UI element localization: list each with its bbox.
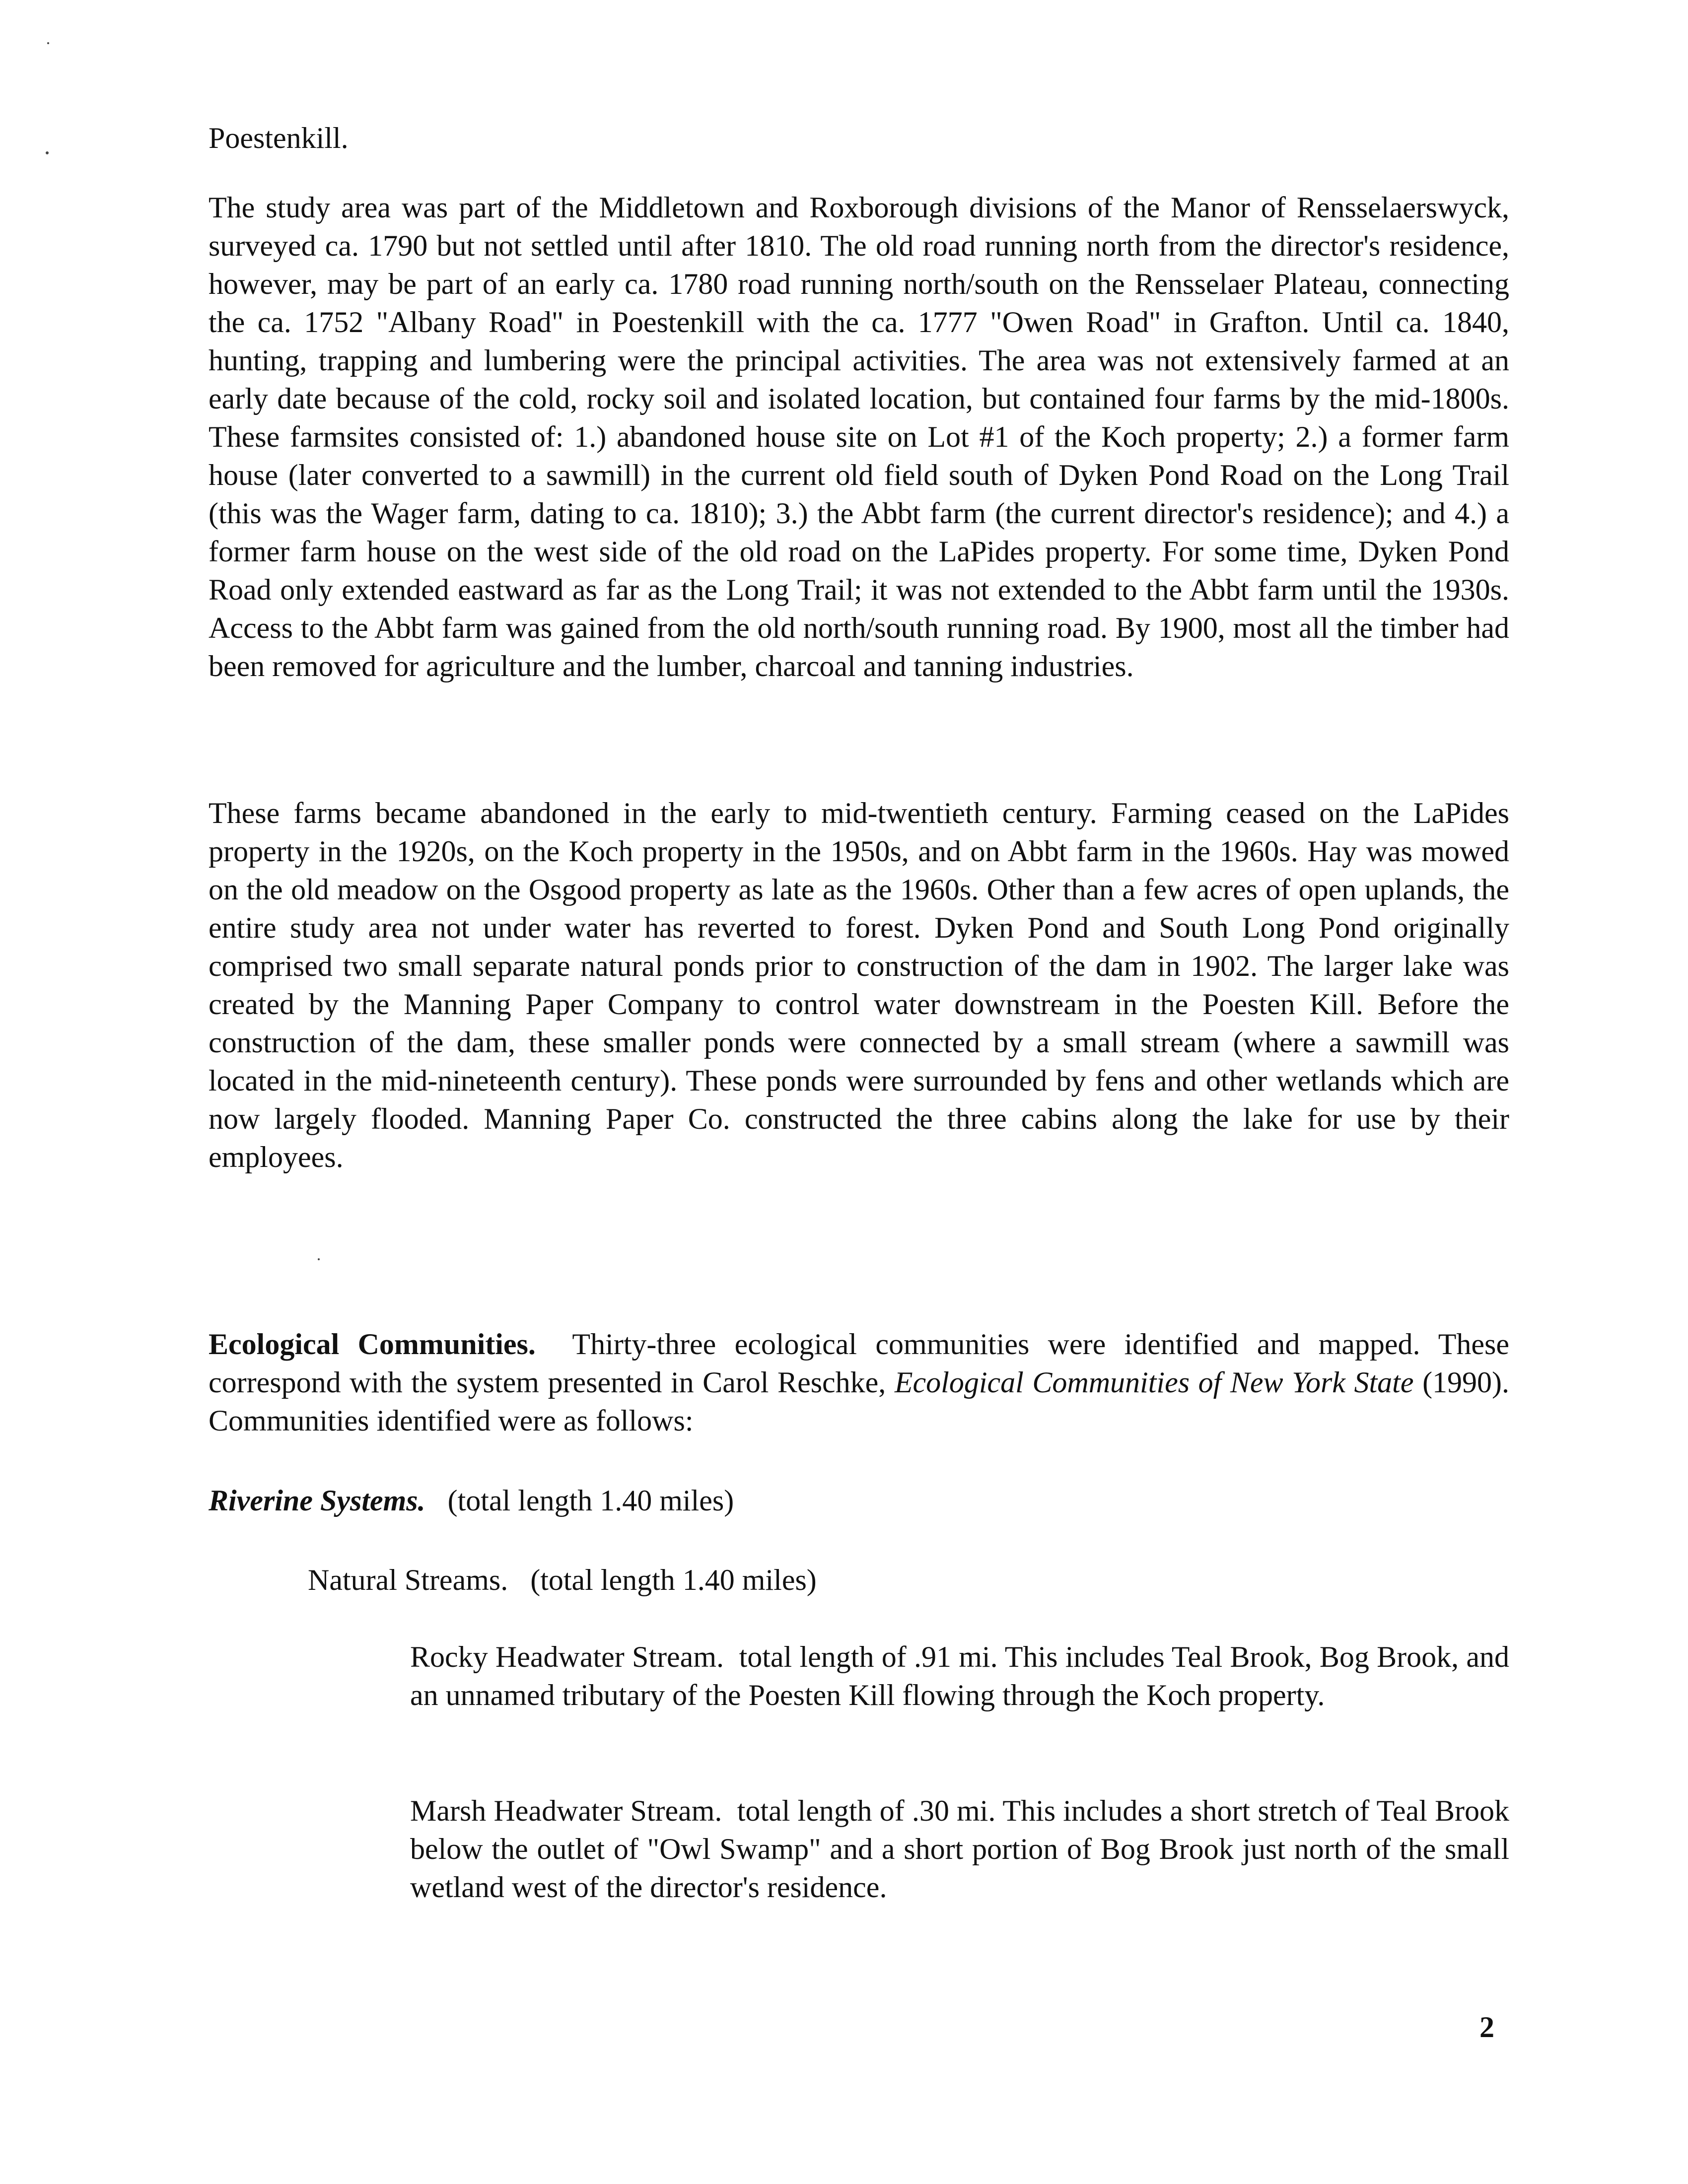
marsh-headwater-text: total length of .30 mi. This includes a short stretch of Teal Brook below the outlet of "Owl Swamp" and a short portion of Bog Brook just north of the small wetland west of the director's residence. (410, 1794, 1509, 1904)
rocky-headwater-text: total length of .91 mi. This includes Teal Brook, Bog Brook, and an unnamed tributary of the Poesten Kill flowing through the Koch property. (410, 1640, 1510, 1711)
ecological-communities-paragraph (209, 1325, 1509, 1440)
scan-speck (46, 151, 49, 154)
book-title: Ecological Communities of New York State (894, 1366, 1414, 1399)
natural-streams-heading: Natural Streams. (308, 1564, 508, 1596)
riverine-systems-total: (total length 1.40 miles) (447, 1484, 734, 1517)
scan-speck (318, 1258, 320, 1260)
rocky-headwater-stream-entry (410, 1638, 1509, 1714)
ecological-closing-text: (1990). Communities identified were as follows: (209, 1366, 1510, 1437)
marsh-headwater-heading: Marsh Headwater Stream. (410, 1794, 722, 1827)
ecological-intro-text: Thirty-three ecological communities were identified and mapped. These correspond with the system presented in Carol Reschke, (209, 1328, 1510, 1399)
history-paragraph-2: These farms became abandoned in the early to mid-twentieth century. Farming ceased on the LaPides property in the 1920s, on the Koch property in the 1950s, and on Abbt farm in the 1960s. Hay was mowed on the old meadow on the Osgood property as late as the 1960s. Other than a few acres of open uplands, the entire study area not under water has reverted to forest. Dyken Pond and South Long Pond originally comprised two small separate natural ponds prior to construction of the dam in 1902. The larger lake was created by the Manning Paper Company to control water downstream in the Poesten Kill. Before the construction of the dam, these smaller ponds were connected by a small stream (where a sawmill was located in the mid-nineteenth century). These ponds were surrounded by fens and other wetlands which are now largely flooded. Manning Paper Co. constructed the three cabins along the lake for use by their employees. (209, 797, 1509, 1173)
scan-speck (47, 42, 49, 44)
riverine-systems-line (209, 1482, 1509, 1520)
marsh-headwater-stream-entry (410, 1792, 1509, 1907)
page-number: 2 (1479, 2011, 1494, 2044)
natural-streams-line (308, 1561, 1509, 1599)
ecological-communities-heading: Ecological Communities. (209, 1328, 536, 1361)
natural-streams-total: (total length 1.40 miles) (530, 1564, 817, 1596)
riverine-systems-heading: Riverine Systems. (209, 1484, 425, 1517)
continuation-word: Poestenkill. (209, 122, 349, 154)
rocky-headwater-heading: Rocky Headwater Stream. (410, 1640, 724, 1673)
history-paragraph-1: The study area was part of the Middletown and Roxborough divisions of the Manor of Rensselaerswyck, surveyed ca. 1790 but not settled until after 1810. The old road running north from the director's residence, however, may be part of an early ca. 1780 road running north/south on the Rensselaer Plateau, connecting the ca. 1752 "Albany Road" in Poestenkill with the ca. 1777 "Owen Road" in Grafton. Until ca. 1840, hunting, trapping and lumbering were the principal activities. The area was not extensively farmed at an early date because of the cold, rocky soil and isolated location, but contained four farms by the mid-1800s. These farmsites consisted of: 1.) abandoned house site on Lot #1 of the Koch property; 2.) a former farm house (later converted to a sawmill) in the current old field south of Dyken Pond Road on the Long Trail (this was the Wager farm, dating to ca. 1810); 3.) the Abbt farm (the current director's residence); and 4.) a former farm house on the west side of the old road on the LaPides property. For some time, Dyken Pond Road only extended eastward as far as the Long Trail; it was not extended to the Abbt farm until the 1930s. Access to the Abbt farm was gained from the old north/south running road. By 1900, most all the timber had been removed for agriculture and the lumber, charcoal and tanning industries. (209, 191, 1509, 682)
